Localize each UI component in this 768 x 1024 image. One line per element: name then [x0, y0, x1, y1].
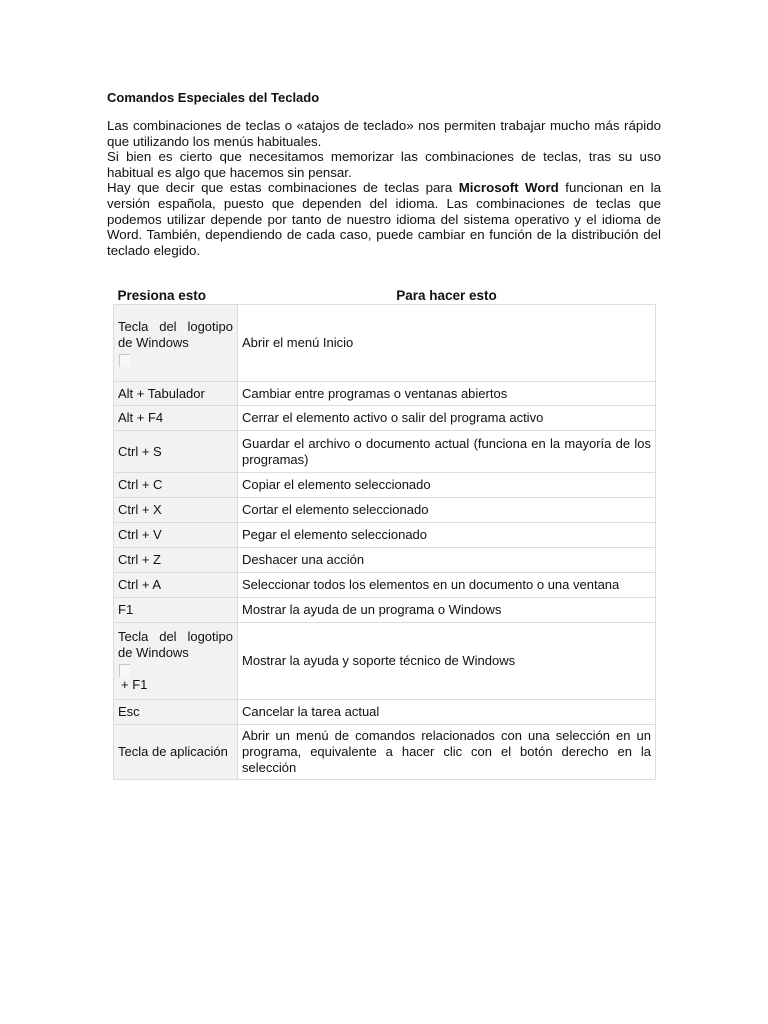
key-cell: Esc [114, 700, 238, 725]
table-row [114, 523, 656, 548]
document-title: Comandos Especiales del Teclado [107, 90, 320, 105]
key-cell [114, 305, 238, 382]
key-suffix: + F1 [121, 677, 148, 692]
header-key-column: Presiona esto [114, 284, 238, 305]
document-body [107, 90, 661, 258]
table-row [114, 573, 656, 598]
key-cell: Alt + Tabulador [114, 382, 238, 406]
table-row [114, 406, 656, 431]
windows-logo-icon [119, 664, 130, 677]
table-row [114, 725, 656, 780]
key-cell: Ctrl + A [114, 573, 238, 598]
table-header-row [114, 284, 656, 305]
action-cell: Mostrar la ayuda de un programa o Windows [238, 598, 656, 623]
table-row [114, 598, 656, 623]
action-cell: Cancelar la tarea actual [238, 700, 656, 725]
table-row [114, 700, 656, 725]
language-paragraph-end: funcionan en la versión española, puesto que dependen del idioma. Las combinaciones de teclas que podemos utilizar depende por tanto de nuestro idioma del sistema operativo y el idioma de Word. También, dependiendo de cada caso, puede cambiar en función de la distribución del teclado elegido. [107, 180, 662, 258]
key-cell: Ctrl + V [114, 523, 238, 548]
microsoft-word-label: Microsoft Word [458, 180, 559, 196]
intro-paragraph: Las combinaciones de teclas o «atajos de teclado» nos permiten trabajar mucho más rápido que utilizando los menús habituales. [107, 118, 661, 149]
key-cell: Ctrl + Z [114, 548, 238, 573]
key-cell: Ctrl + X [114, 498, 238, 523]
action-cell: Pegar el elemento seleccionado [238, 523, 656, 548]
key-cell: Ctrl + S [114, 431, 238, 473]
key-cell: Tecla de aplicación [114, 725, 238, 780]
action-cell: Cambiar entre programas o ventanas abiertos [238, 382, 656, 406]
language-paragraph [107, 180, 661, 258]
windows-logo-icon [119, 354, 130, 367]
key-label: Tecla del logotipo de Windows [118, 319, 233, 350]
key-cell: Alt + F4 [114, 406, 238, 431]
action-cell: Cortar el elemento seleccionado [238, 498, 656, 523]
language-paragraph-start: Hay que decir que estas combinaciones de teclas para [107, 180, 459, 196]
key-cell: Ctrl + C [114, 473, 238, 498]
table-row [114, 473, 656, 498]
table-row [114, 548, 656, 573]
table-row [114, 382, 656, 406]
action-cell: Deshacer una acción [238, 548, 656, 573]
action-cell: Mostrar la ayuda y soporte técnico de Windows [238, 623, 656, 700]
table-row [114, 498, 656, 523]
action-cell: Seleccionar todos los elementos en un documento o una ventana [238, 573, 656, 598]
table-row [114, 431, 656, 473]
key-cell: F1 [114, 598, 238, 623]
shortcut-table [113, 284, 656, 780]
action-cell: Cerrar el elemento activo o salir del programa activo [238, 406, 656, 431]
action-cell: Abrir el menú Inicio [238, 305, 656, 382]
table-row [114, 623, 656, 700]
action-cell: Abrir un menú de comandos relacionados con una selección en un programa, equivalente a hacer clic con el botón derecho en la selección [238, 725, 656, 780]
table-row [114, 305, 656, 382]
action-cell: Copiar el elemento seleccionado [238, 473, 656, 498]
action-cell: Guardar el archivo o documento actual (funciona en la mayoría de los programas) [238, 431, 656, 473]
memorize-paragraph: Si bien es cierto que necesitamos memorizar las combinaciones de teclas, tras su uso habitual es algo que hacemos sin pensar. [107, 149, 661, 180]
header-action-column: Para hacer esto [238, 284, 656, 305]
key-label: Tecla del logotipo de Windows [118, 629, 233, 660]
key-cell [114, 623, 238, 700]
